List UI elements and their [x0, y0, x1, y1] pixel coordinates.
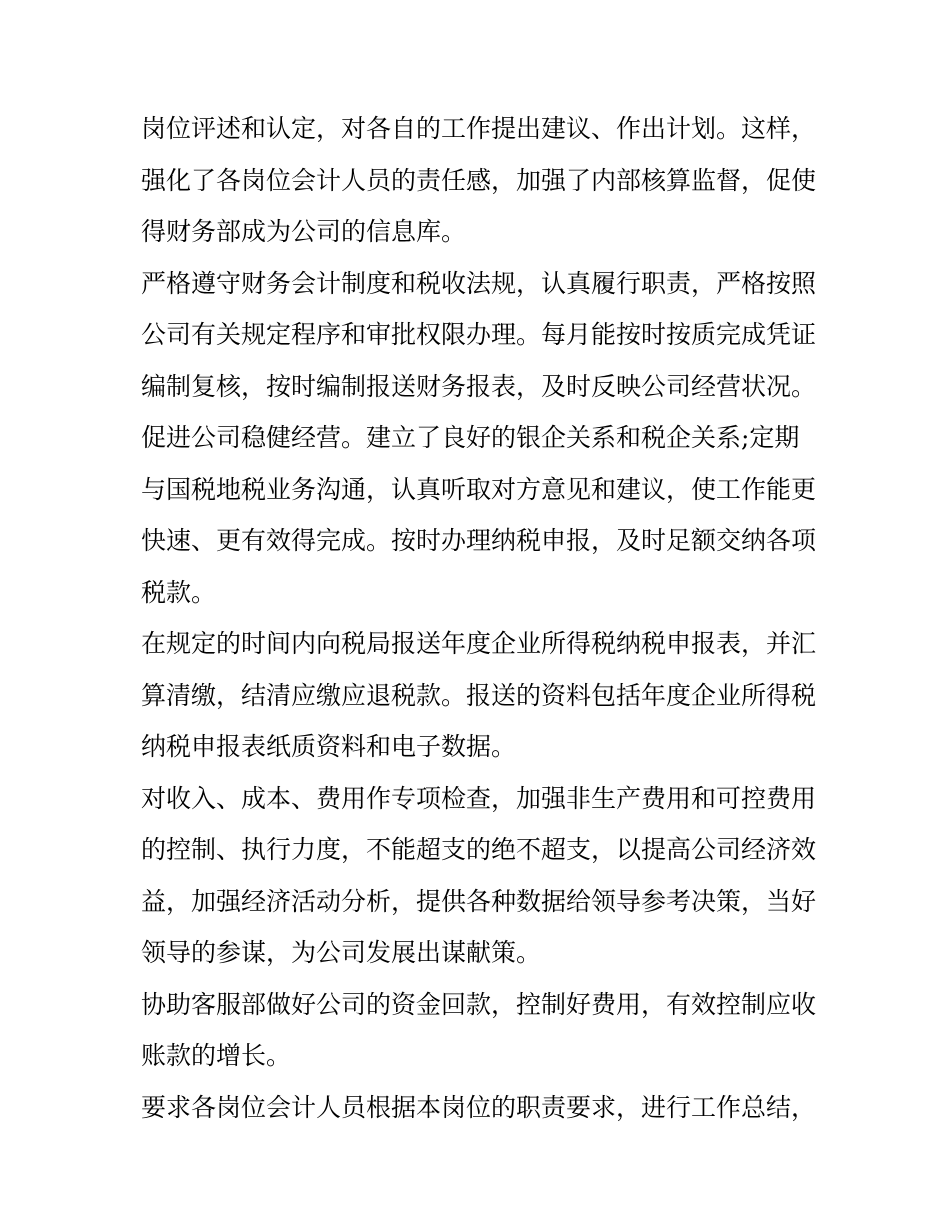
text-line: 岗位评述和认定，对各自的工作提出建议、作出计划。这样， [141, 114, 817, 143]
text-line: 强化了各岗位会计人员的责任感，加强了内部核算监督，促使 [141, 165, 817, 195]
text-line: 的控制、执行力度，不能超支的绝不超支，以提高公司经济效 [141, 835, 817, 864]
text-line: 促进公司稳健经营。建立了良好的银企关系和税企关系;定期 [141, 423, 800, 452]
paragraph-5 [141, 979, 817, 1082]
text-line: 账款的增长。 [141, 1041, 292, 1070]
paragraph-3 [141, 618, 817, 773]
body-text [141, 103, 817, 1133]
text-line: 协助客服部做好公司的资金回款，控制好费用，有效控制应收 [141, 989, 817, 1019]
paragraph-4 [141, 773, 817, 979]
text-line: 快速、更有效得完成。按时办理纳税申报，及时足额交纳各项 [141, 526, 817, 555]
text-line: 在规定的时间内向税局报送年度企业所得税纳税申报表，并汇 [141, 629, 817, 658]
text-line: 领导的参谋，为公司发展出谋献策。 [141, 938, 542, 967]
paragraph-2 [141, 258, 817, 619]
text-line: 税款。 [141, 577, 217, 607]
text-line: 与国税地税业务沟通，认真听取对方意见和建议，使工作能更 [141, 474, 817, 504]
text-line: 公司有关规定程序和审批权限办理。每月能按时按质完成凭证 [141, 320, 817, 349]
text-line: 益，加强经济活动分析，提供各种数据给领导参考决策，当好 [141, 886, 817, 916]
text-line: 严格遵守财务会计制度和税收法规，认真履行职责，严格按照 [141, 268, 817, 298]
text-line: 编制复核，按时编制报送财务报表，及时反映公司经营状况。 [141, 371, 817, 401]
text-line: 要求各岗位会计人员根据本岗位的职责要求，进行工作总结， [141, 1092, 817, 1122]
paragraph-6 [141, 1082, 817, 1134]
text-line: 纳税申报表纸质资料和电子数据。 [141, 732, 517, 761]
text-line: 得财务部成为公司的信息库。 [141, 217, 467, 246]
text-line: 对收入、成本、费用作专项检查，加强非生产费用和可控费用 [141, 783, 817, 813]
text-line: 算清缴，结清应缴应退税款。报送的资料包括年度企业所得税 [141, 680, 817, 710]
paragraph-1 [141, 103, 817, 258]
